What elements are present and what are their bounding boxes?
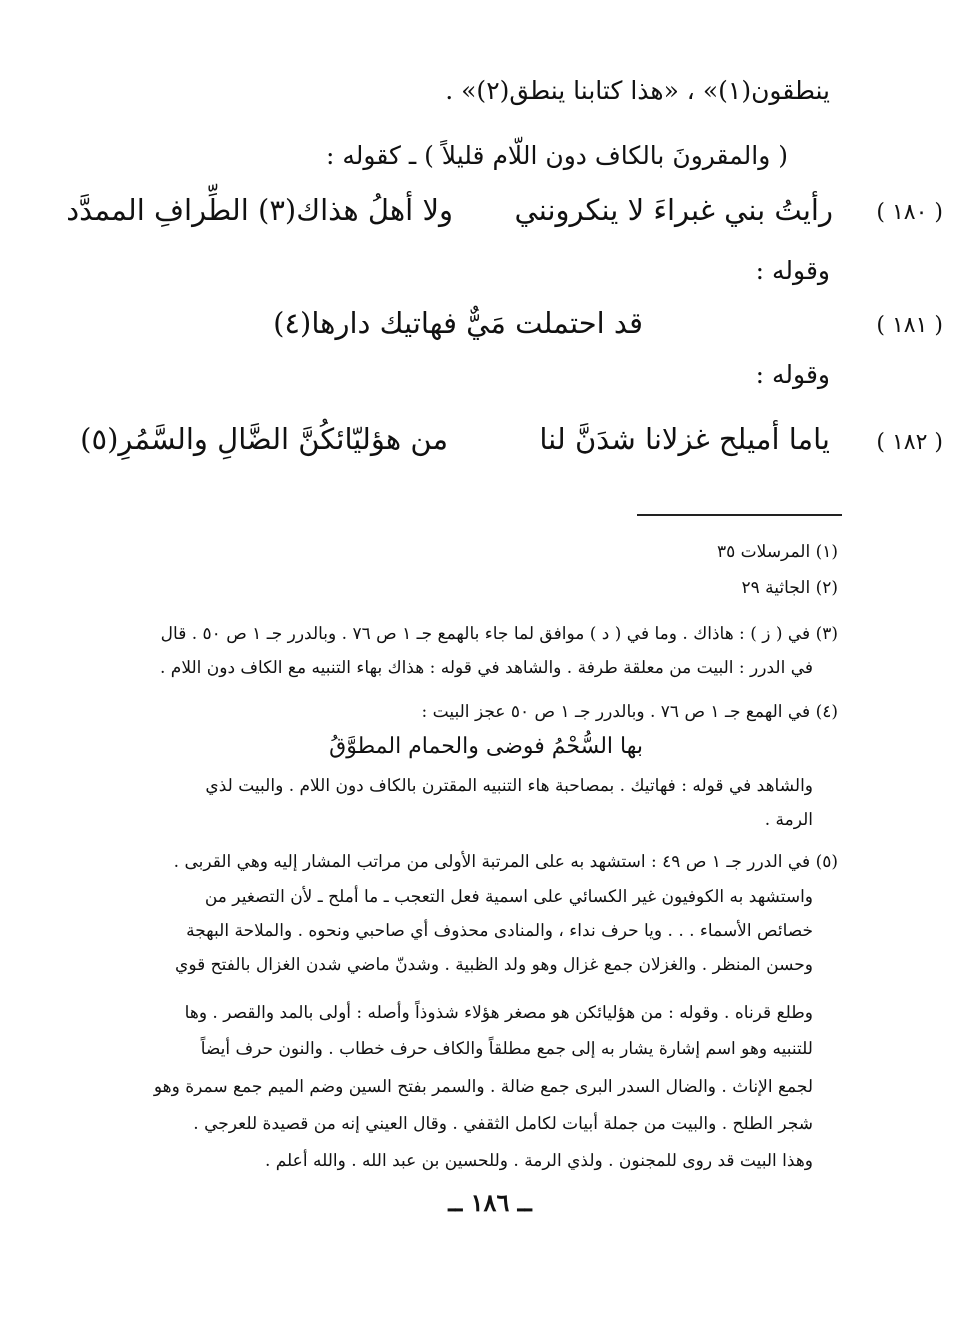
footnote-4-line-2: والشاهد في قوله : فهاتيك . بمصاحبة هاء التنبيه المقترن بالكاف دون اللام . والبيت لذي [205, 776, 813, 796]
footnote-5-line-2: واستشهد به الكوفيون غير الكسائي على اسمية فعل التعجب ـ ما أملح ـ لأن التصغير من [204, 887, 813, 907]
body-line-2: ( والمقرونَ بالكاف دون اللّام قليلاً ) ـ كقوله : [326, 141, 788, 170]
body-line-1: ينطقون(١)» ، «هذا كتابنا ينطق(٢)» . [445, 76, 830, 105]
footnote-5-line-6: للتنبيه وهو اسم إشارة يشار به إلى جمع مطلقاً والكاف حرف خطاب . والنون حرف أيضاً [200, 1039, 813, 1059]
footnote-4-quoted-verse: بها السُّحْمُ فوضى والحمام المطوَّقُ [329, 734, 643, 759]
verse-number-182: ( ١٨٢ ) [876, 430, 943, 455]
footnote-4-line-1: (٤) في الهمع جـ ١ ص ٧٦ . وبالدرر جـ ١ ص ٥٠ عجز البيت : [421, 702, 838, 722]
verse-number-180: ( ١٨٠ ) [876, 200, 943, 225]
footnote-separator [637, 514, 842, 516]
footnote-5-line-1: (٥) في الدرر جـ ١ ص ٤٩ : استشهد به على المرتبة الأولى من مراتب المشار إليه وهي القربى . [173, 852, 838, 872]
verse-182-first-hemistich: ياما أميلح غزلانا شدَنَّ لنا [539, 422, 830, 456]
footnote-5-line-7: لجمع الإناث . والضال السدر البرى جمع ضالة . والسمر بفتح السين وضم الميم جمع سمرة وهو [153, 1077, 813, 1097]
footnote-1: (١) المرسلات ٣٥ [717, 542, 838, 562]
verse-182-second-hemistich: من هؤليّائكُنَّ الضَّالِ والسَّمُرِ(٥) [80, 422, 448, 456]
verse-181-text: قد احتملت مَيٌّ فهاتيك دارها(٤) [273, 306, 643, 340]
footnote-2: (٢) الجاثية ٢٩ [741, 578, 838, 598]
verse-180-first-hemistich: رأيتُ بني غبراءَ لا ينكرونني [514, 193, 833, 227]
footnote-5-line-4: وحسن المنظر . والغزلان جمع غزال وهو ولد الظبية . وشدنّ ماضي شدن الغزال بالفتح قوي [175, 955, 813, 975]
footnote-5-line-3: خصائص الأسماء . . . ويا حرف نداء ، والمنادى محذوف أي صاحبي ونحوه . والملاحة البهجة [186, 921, 813, 941]
footnote-3-line-2: في الدرر : البيت من معلقة طرفة . والشاهد في قوله : هذاك بهاء التنبيه مع الكاف دون اللام . [159, 658, 813, 678]
footnote-4-line-3: الرمة . [764, 810, 813, 830]
intro-182: وقوله : [755, 360, 830, 389]
footnote-5-line-9: وهذا البيت قد روى للمجنون . ولذي الرمة . وللحسين بن عبد الله . والله أعلم . [264, 1151, 813, 1171]
intro-181: وقوله : [755, 256, 830, 285]
verse-number-181: ( ١٨١ ) [876, 313, 943, 338]
verse-180-second-hemistich: ولا أهلُ هذاك(٣) الطِّرافِ الممدَّد [66, 193, 453, 227]
page-number: ــ ١٨٦ ــ [448, 1188, 532, 1217]
footnote-3-line-1: (٣) في ( ز ) : هاذاك . وما في ( د ) موافق لما جاء بالهمع جـ ١ ص ٧٦ . وبالدرر جـ ١ ص ٥٠ . قال [160, 624, 838, 644]
footnote-5-line-8: شجر الطلح . والبيت من جملة أبيات لكامل الثقفي . وقال العيني إنه من قصيدة للعرجي . [193, 1114, 813, 1134]
footnote-5-line-5: وطلع قرناه . وقوله : من هؤليائكن هو مصغر هؤلاء شذوذاً وأصله : أولى بالمد والقصر . وها [184, 1003, 813, 1023]
